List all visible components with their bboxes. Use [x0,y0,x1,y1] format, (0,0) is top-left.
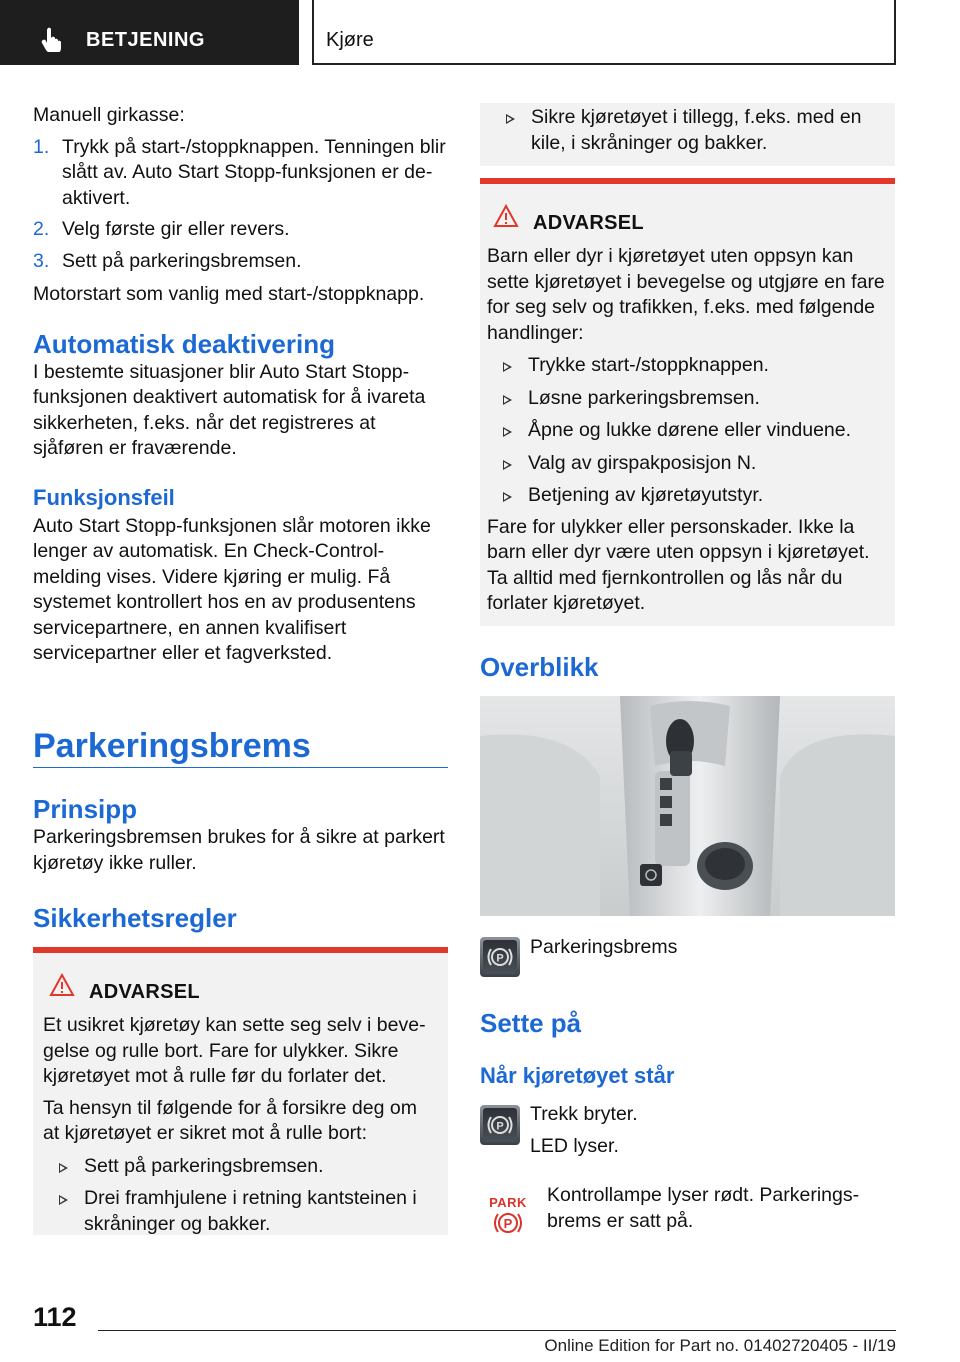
warning-triangle-icon [493,204,519,228]
list-item: Valg av girspakposisjon N. [487,451,887,477]
list-item: Drei framhjulene i retning kantsteinen i skråninger og bakker. [43,1186,438,1237]
left-column [33,103,448,667]
bullet-triangle-icon [506,114,515,124]
bullet-triangle-icon [503,427,512,437]
parking-brake-caption: Parkeringsbrems [530,936,678,958]
control-lamp-text: Kontrollampe lyser rødt. Parkeringsbrems er satt på. [547,1184,860,1232]
note-bullets [490,105,885,156]
heading-auto-deactivation: Automatisk deaktivering [33,328,335,359]
footer-edition: Online Edition for Part no. 01402720405 - II/19 [544,1336,896,1355]
section-tab [0,0,299,65]
hand-pointer-icon [40,26,66,52]
heading-overview: Overblikk [480,652,599,682]
warning-text: Ta hensyn til følgende for å forsikre deg om at kjøretøyet er sikret mot å rulle bort: [43,1096,417,1144]
bullet-triangle-icon [503,492,512,502]
section-label: BETJENING [86,29,205,51]
warning-text: Barn eller dyr i kjøretøyet uten oppsyn kan sette kjøretøyet i bevegelse og utgjøre en fare for seg selv og trafikken, f.eks. med følgende handlinger: [487,245,885,344]
list-item: 3. Sett på parkeringsbremsen. [33,249,302,272]
warning-box-rolling [33,947,448,1235]
heading-principle: Prinsipp [33,794,138,824]
led-text: LED lyser. [530,1135,619,1157]
list-item: Sikre kjøretøyet i tillegg, f.eks. med en kile, i skråninger og bakker. [490,105,885,156]
note-box [480,103,895,166]
manual-gearbox-label: Manuell girkasse: [33,104,185,126]
warning-bullets [487,353,887,509]
warning-box-children [480,178,895,626]
heading-when-stationary: Når kjøretøyet står [480,1063,675,1088]
center-console-photo [480,696,895,916]
list-item: 2. Velg første gir eller revers. [33,218,290,240]
list-item: 1. Trykk på start-/stoppknappen. Tenningen blir slått av. Auto Start Stopp-funksjonen er deaktivert. [33,135,446,209]
chapter-label: Kjøre [326,29,374,51]
svg-text:P: P [503,1216,513,1231]
bullet-triangle-icon [503,460,512,470]
svg-text:P: P [496,1120,504,1133]
list-item: Åpne og lukke dørene eller vinduene. [487,418,887,444]
warning-triangle-icon [49,973,75,997]
park-indicator-icon: PARK P [489,1195,527,1231]
heading-safety-rules: Sikkerhetsregler [33,903,237,933]
page-number: 112 [33,1302,77,1332]
center-console-illustration [480,696,895,916]
list-item: Trykke start-/stoppknappen. [487,353,887,379]
step-list [33,135,448,275]
chapter-box [312,0,896,65]
parking-brake-icon [480,1105,520,1145]
heading-parking-brake: Parkeringsbrems [33,727,311,765]
bullet-triangle-icon [59,1195,68,1205]
warning-title: ADVARSEL [43,979,438,1005]
heading-malfunction: Funksjonsfeil [33,484,175,510]
list-item: Betjening av kjøretøyutstyr. [487,483,887,509]
pull-switch-text: Trekk bryter. [530,1103,638,1125]
list-item: Løsne parkeringsbremsen. [487,386,887,412]
warning-title: ADVARSEL [487,210,887,236]
list-item: Sett på parkeringsbremsen. [43,1154,438,1180]
auto-deactivation-text: I bestemte situasjoner blir Auto Start Stopp-funksjonen deaktivert automatisk for å ivareta sikkerheten, f.eks. når det registreres at sjåføren er fraværende. [33,360,426,459]
warning-text: Et usikret kjøretøy kan sette seg selv i bevegelse og rulle bort. Fare for ulykker. Sikre kjøretøyet mot å rulle før du forlater det. [43,1014,426,1087]
parking-brake-icon [480,937,520,977]
warning-bullets [43,1154,438,1238]
bullet-triangle-icon [503,395,512,405]
principle-section [33,793,448,934]
heading-rule [33,767,448,768]
bullet-triangle-icon [59,1163,68,1173]
svg-text:P: P [496,952,504,965]
principle-text: Parkeringsbremsen brukes for å sikre at parkert kjøretøy ikke ruller. [33,826,445,874]
bullet-triangle-icon [503,362,512,372]
motorstart-text: Motorstart som vanlig med start-/stoppknapp. [33,283,425,305]
heading-apply: Sette på [480,1008,582,1038]
warning-text: Fare for ulykker eller personskader. Ikke la barn eller dyr være uten oppsyn i kjøretøyet. Ta alltid med fjernkontrollen og lås når du forlater kjøretøyet. [487,515,870,614]
footer-rule [98,1330,896,1331]
malfunction-text: Auto Start Stopp-funksjonen slår motoren ikke lenger av automatisk. En Check-Control-melding vises. Videre kjøring er mulig. Få systemet kontrollert hos en av produsentens servicepartnere, en annen kvalifisert servicepartner eller et fagverksted. [33,514,431,664]
